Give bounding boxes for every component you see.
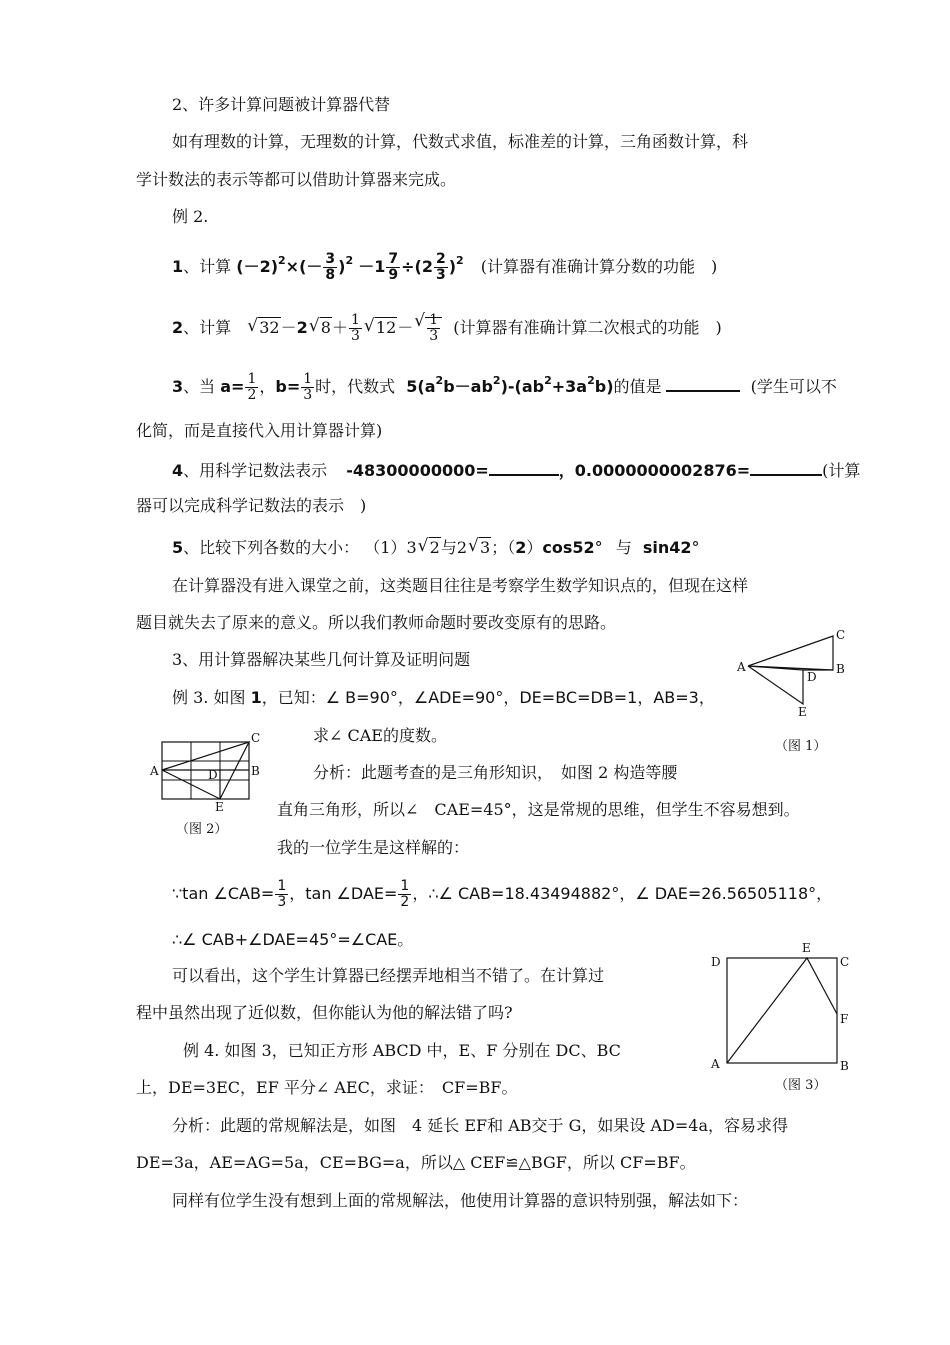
q1-frac3: [434, 252, 448, 283]
q2-sqrt2: [310, 318, 332, 338]
example3-line5: 我的一位学生是这样解的：: [277, 838, 470, 857]
q2-frac: [349, 313, 362, 344]
q5-number: 5: [172, 538, 184, 557]
q2-minus1: －: [280, 318, 297, 337]
q1-frac1-num: 3: [325, 251, 336, 267]
q4-sep: ，0.: [558, 461, 592, 480]
ex3-label: 例 3.: [172, 688, 209, 707]
q5-coef1: 3: [406, 538, 417, 557]
example2-q2: [172, 313, 722, 344]
figure3-label-b: B: [840, 1059, 849, 1073]
example2-label: 例 2.: [172, 207, 209, 226]
q3-expr-a: 5(a: [406, 377, 436, 396]
sol1-frac2-num: 1: [400, 878, 410, 894]
figure3-square: [727, 958, 837, 1063]
q5-deg1: °: [594, 538, 603, 557]
q3-s3: 2: [544, 374, 552, 387]
q1-frac1-den: 8: [325, 267, 336, 283]
q5-part1: （1）: [364, 538, 407, 557]
q1-close2: ): [448, 257, 457, 276]
example4-line5: 同样有位学生没有想到上面的常规解法，他使用计算器的意识特别强，解法如下：: [172, 1191, 749, 1210]
q3-answer-blank[interactable]: [666, 376, 740, 392]
example3-solution-line1: [172, 879, 832, 910]
section2-heading: 2、许多计算问题被计算器代替: [172, 95, 391, 114]
sol1-frac1-num: 1: [277, 878, 287, 894]
q1-div: ÷(2: [401, 257, 433, 276]
q2-prefix: 、计算: [183, 318, 232, 337]
q1-close1: ): [338, 257, 346, 276]
q5-yu1: 与: [440, 538, 457, 557]
q3-expr-c: )-(ab: [500, 377, 545, 396]
example3-para-line1: 可以看出，这个学生计算器已经摆弄地相当不错了。在计算过: [172, 966, 605, 985]
figure3-label-e: E: [802, 941, 811, 955]
q2-number: 2: [172, 318, 184, 337]
figure2-label-d: D: [208, 768, 218, 782]
section3-heading: 3、用计算器解决某些几何计算及证明问题: [172, 650, 471, 669]
q3-comma: ，: [259, 377, 276, 396]
q4-continuation: 器可以完成科学记数法的表示 ): [136, 496, 367, 515]
q3-b-den: 3: [303, 387, 313, 403]
sol1-frac2: [398, 879, 411, 910]
q4-value2: 0000000002876=: [591, 461, 751, 480]
q2-sqrt1-rad: 32: [259, 318, 280, 337]
q2-note: (计算器有准确计算二次根式的功能 ): [453, 318, 722, 337]
figure2-label-e: E: [215, 800, 224, 814]
example2-q1: [172, 252, 717, 283]
q3-a-num: 1: [247, 371, 257, 387]
q2-minus2: －: [397, 318, 414, 337]
q5-part2: 2: [515, 538, 527, 557]
example3-solution-line2: ∴∠ CAB+∠DAE=45°=∠CAE。: [172, 930, 414, 949]
figure1-caption: （图 1）: [775, 739, 827, 754]
section2-para-line2: 学计数法的表示等都可以借助计算器来完成。: [136, 170, 457, 189]
q3-a-frac: [245, 372, 258, 403]
q1-number: 1: [172, 257, 184, 276]
q1-times: ×(－: [285, 257, 323, 276]
sol1-frac2-den: 2: [400, 894, 410, 910]
q5-cos: cos52: [542, 538, 595, 557]
q2-frac-num: 1: [350, 312, 360, 328]
figure3-label-f: F: [840, 1012, 849, 1026]
figure3-label-c: C: [840, 955, 850, 969]
q3-expr-e: b): [594, 377, 614, 396]
q2-sqrt4-den: 3: [429, 328, 439, 344]
q2-coef: 2: [296, 318, 308, 337]
q5-sqrt2: [469, 538, 491, 558]
q3-s4: 2: [587, 374, 595, 387]
example4-line1: 例 4. 如图 3，已知正方形 ABCD 中，E、F 分别在 DC、BC: [183, 1041, 621, 1060]
q4-answer-blank1[interactable]: [489, 460, 559, 476]
example2-para-line2: 题目就失去了原来的意义。所以我们教师命题时要改变原有的思路。: [136, 613, 617, 632]
q1-exp1: 2: [278, 254, 286, 267]
example3-line2: 求∠ CAE的度数。: [313, 726, 447, 745]
figure3-caption: （图 3）: [775, 1078, 827, 1093]
example3-line4: 直角三角形，所以∠ CAE=45°，这是常规的思维，但学生不容易想到。: [277, 800, 800, 819]
example4-line2: 上，DE=3EC，EF 平分∠ AEC，求证： CF=BF。: [136, 1078, 518, 1097]
example4-line4: DE=3a，AE=AG=5a，CE=BG=a，所以△ CEF≌△BGF，所以 CF=BF。: [136, 1153, 696, 1172]
example3-para-line2: 程中虽然出现了近似数，但你能认为他的解法错了吗?: [136, 1003, 513, 1022]
figure2-label-b: B: [251, 764, 260, 778]
example3-line1: [172, 688, 715, 708]
q3-note: (学生可以不: [750, 377, 837, 396]
figure3-ae-ef-lines: [727, 958, 837, 1063]
q5-yu2: 与: [615, 538, 632, 557]
q1-exp2: 2: [345, 254, 354, 267]
example2-q4: [172, 460, 860, 481]
q3-a-label: a=: [220, 377, 245, 396]
q3-continuation: 化简，而是直接代入用计算器计算): [136, 421, 383, 440]
sol1-a: ∵tan ∠CAB=: [172, 884, 275, 903]
sol1-frac1: [275, 879, 288, 910]
q2-sqrt2-rad: 8: [320, 318, 331, 337]
figure2-triangle-lines: [162, 742, 249, 799]
q2-sqrt3-rad: 12: [375, 318, 397, 337]
q5-semi: ；（: [491, 538, 516, 557]
example2-para-line1: 在计算器没有进入课堂之前，这类题目往往是考察学生数学知识点的，但现在这样: [172, 576, 749, 595]
q3-a-den: 2: [247, 387, 257, 403]
q1-frac3-den: 3: [435, 267, 446, 283]
figure2-caption: （图 2）: [176, 822, 228, 837]
q2-sqrt1: [248, 318, 280, 338]
q5-coef2: 2: [456, 538, 468, 557]
figure3-label-d: D: [711, 955, 721, 969]
q1-note: (计算器有准确计算分数的功能 ): [480, 257, 718, 276]
q2-sqrt3: [365, 318, 397, 338]
figure1-label-e: E: [798, 705, 807, 718]
q5-prefix: 、比较下列各数的大小：: [183, 538, 360, 557]
q5-sqrt1-rad: 2: [429, 538, 440, 557]
sol1-frac1-den: 3: [277, 894, 287, 910]
q5-sin: sin42: [642, 538, 692, 557]
example2-q3: [172, 372, 837, 403]
q2-sqrt4-frac: [427, 313, 440, 344]
q1-minus: －1: [358, 257, 386, 276]
q2-sqrt4-num: √ 1: [429, 312, 439, 328]
q4-answer-blank2[interactable]: [750, 460, 822, 476]
q4-prefix: 、用科学记数法表示: [183, 461, 328, 480]
figure2-label-c: C: [251, 731, 261, 745]
q3-b-num: 1: [303, 371, 313, 387]
figure1-diagram: [735, 626, 850, 718]
section2-para-line1: 如有理数的计算，无理数的计算，代数式求值，标准差的计算，三角函数计算，科: [172, 132, 749, 151]
figure2-diagram: [146, 730, 266, 815]
q5-part2-close: ）: [526, 538, 543, 557]
q1-frac2-num: 7: [388, 251, 399, 267]
figure1-label-b: B: [836, 662, 845, 676]
figure3-label-a: A: [711, 1057, 720, 1071]
q1-frac3-num: 2: [435, 251, 446, 267]
q3-mid: 时，代数式: [315, 377, 396, 396]
q4-value1: -48300000000=: [346, 461, 489, 480]
q3-expr-b: b－ab: [443, 377, 493, 396]
q3-s2: 2: [492, 374, 501, 387]
q2-frac-den: 3: [350, 328, 360, 344]
q1-term1: (－2): [236, 257, 279, 276]
sol1-b: ，tan ∠DAE=: [289, 884, 398, 903]
q1-frac2-den: 9: [388, 267, 399, 283]
ex3-ref-num: 1: [250, 688, 262, 707]
example2-q5: [172, 538, 700, 558]
q3-s1: 2: [435, 374, 444, 387]
q5-deg2: °: [691, 538, 700, 557]
example4-line3: 分析：此题的常规解法是，如图 4 延长 EF和 AB交于 G，如果设 AD=4a，容易求得: [172, 1116, 788, 1135]
figure1-label-d: D: [807, 670, 817, 684]
q3-tail: 的值是: [613, 377, 662, 396]
q3-prefix: 、当: [183, 377, 216, 396]
q1-frac1: [323, 252, 337, 283]
ex3-givens: ，已知：∠ B=90°，∠ADE=90°，DE=BC=DB=1，AB=3，: [261, 688, 715, 707]
q1-exp3: 2: [456, 254, 464, 267]
figure3-diagram: [705, 940, 855, 1075]
q3-expr-d: +3a: [551, 377, 588, 396]
q3-number: 3: [172, 377, 184, 396]
q2-plus: ＋: [331, 318, 348, 337]
q5-sqrt2-rad: 3: [480, 538, 491, 557]
figure1-label-c: C: [836, 628, 846, 642]
q3-b-label: b=: [275, 377, 301, 396]
sol1-c: ，∴∠ CAB=18.43494882°，∠ DAE=26.56505118°，: [412, 884, 833, 903]
q4-number: 4: [172, 461, 184, 480]
figure1-label-a: A: [737, 660, 746, 674]
q3-b-frac: [301, 372, 314, 403]
ex3-ref: 如图: [213, 688, 246, 707]
q2-sqrt4: [415, 313, 442, 344]
q4-note: (计算: [822, 461, 861, 480]
figure2-label-a: A: [150, 764, 159, 778]
q5-sqrt1: [419, 538, 441, 558]
q1-frac2: [386, 252, 400, 283]
q1-prefix: 、计算: [183, 257, 232, 276]
example3-line3: 分析：此题考查的是三角形知识， 如图 2 构造等腰: [313, 763, 678, 782]
